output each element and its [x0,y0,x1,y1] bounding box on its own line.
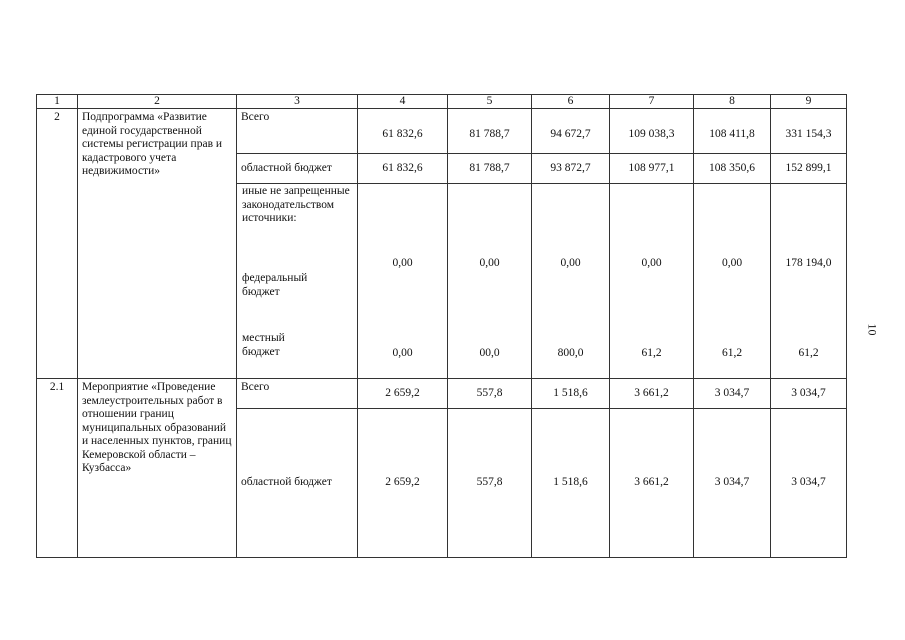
value-cell: 61 832,6 [358,154,448,184]
value-cell: 3 661,2 [610,379,694,409]
value-cell: 93 872,7 [532,154,610,184]
value-cell: 178 194,0 [785,257,832,269]
column-header: 6 [532,95,610,109]
column-header: 2 [78,95,237,109]
source-label: федеральный бюджет [242,272,308,298]
value-cell: 0,00 [392,257,413,269]
value-group [771,184,847,379]
value-cell: 108 350,6 [694,154,771,184]
value-cell: 61,2 [798,347,819,359]
column-header: 3 [237,95,358,109]
program-name: Подпрограмма «Развитие единой государственной системы регистрации прав и кадастрового учета недвижимости» [78,109,237,379]
other-sources-cell [237,184,358,379]
value-cell: 3 034,7 [694,379,771,409]
row-number: 2 [37,109,78,379]
value-cell: 3 034,7 [771,379,847,409]
column-header: 5 [448,95,532,109]
budget-table-container [36,94,846,558]
source-label: областной бюджет [237,154,358,184]
value-cell: 1 518,6 [532,409,610,558]
value-group [694,184,771,379]
source-label: иные не запрещенные законодательством источники: [242,185,350,224]
value-group [610,184,694,379]
column-number-row [37,95,847,109]
value-cell: 800,0 [557,347,584,359]
value-cell: 0,00 [641,257,662,269]
value-cell: 81 788,7 [448,109,532,154]
value-cell: 1 518,6 [532,379,610,409]
value-cell: 557,8 [448,379,532,409]
value-cell: 108 411,8 [694,109,771,154]
value-cell: 00,0 [479,347,500,359]
table-row [37,379,847,409]
value-cell: 109 038,3 [610,109,694,154]
source-label: Всего [237,109,358,154]
value-cell: 557,8 [448,409,532,558]
value-cell: 0,00 [721,257,743,269]
value-group [448,184,532,379]
value-cell: 61 832,6 [358,109,448,154]
source-label: местный бюджет [242,332,285,358]
table-row [37,109,847,154]
value-cell: 0,00 [560,257,581,269]
value-cell: 331 154,3 [771,109,847,154]
value-cell: 0,00 [479,257,500,269]
column-header: 9 [771,95,847,109]
source-label: областной бюджет [237,409,358,558]
column-header: 1 [37,95,78,109]
value-cell: 61,2 [641,347,662,359]
value-cell: 2 659,2 [358,409,448,558]
value-cell: 2 659,2 [358,379,448,409]
value-cell: 3 034,7 [694,409,771,558]
value-cell: 3 661,2 [610,409,694,558]
value-group [358,184,448,379]
column-header: 8 [694,95,771,109]
value-cell: 152 899,1 [771,154,847,184]
budget-table [36,94,847,558]
value-cell: 108 977,1 [610,154,694,184]
source-label: Всего [237,379,358,409]
value-cell: 61,2 [721,347,743,359]
value-cell: 81 788,7 [448,154,532,184]
value-cell: 94 672,7 [532,109,610,154]
value-cell: 3 034,7 [771,409,847,558]
page-number: 10 [865,323,880,336]
value-cell: 0,00 [392,347,413,359]
column-header: 4 [358,95,448,109]
column-header: 7 [610,95,694,109]
program-name: Мероприятие «Проведение землеустроительных работ в отношении границ муниципальных образований и населенных пунктов, границ Кемеровской области – Кузбасса» [78,379,237,558]
value-group [532,184,610,379]
row-number: 2.1 [37,379,78,558]
